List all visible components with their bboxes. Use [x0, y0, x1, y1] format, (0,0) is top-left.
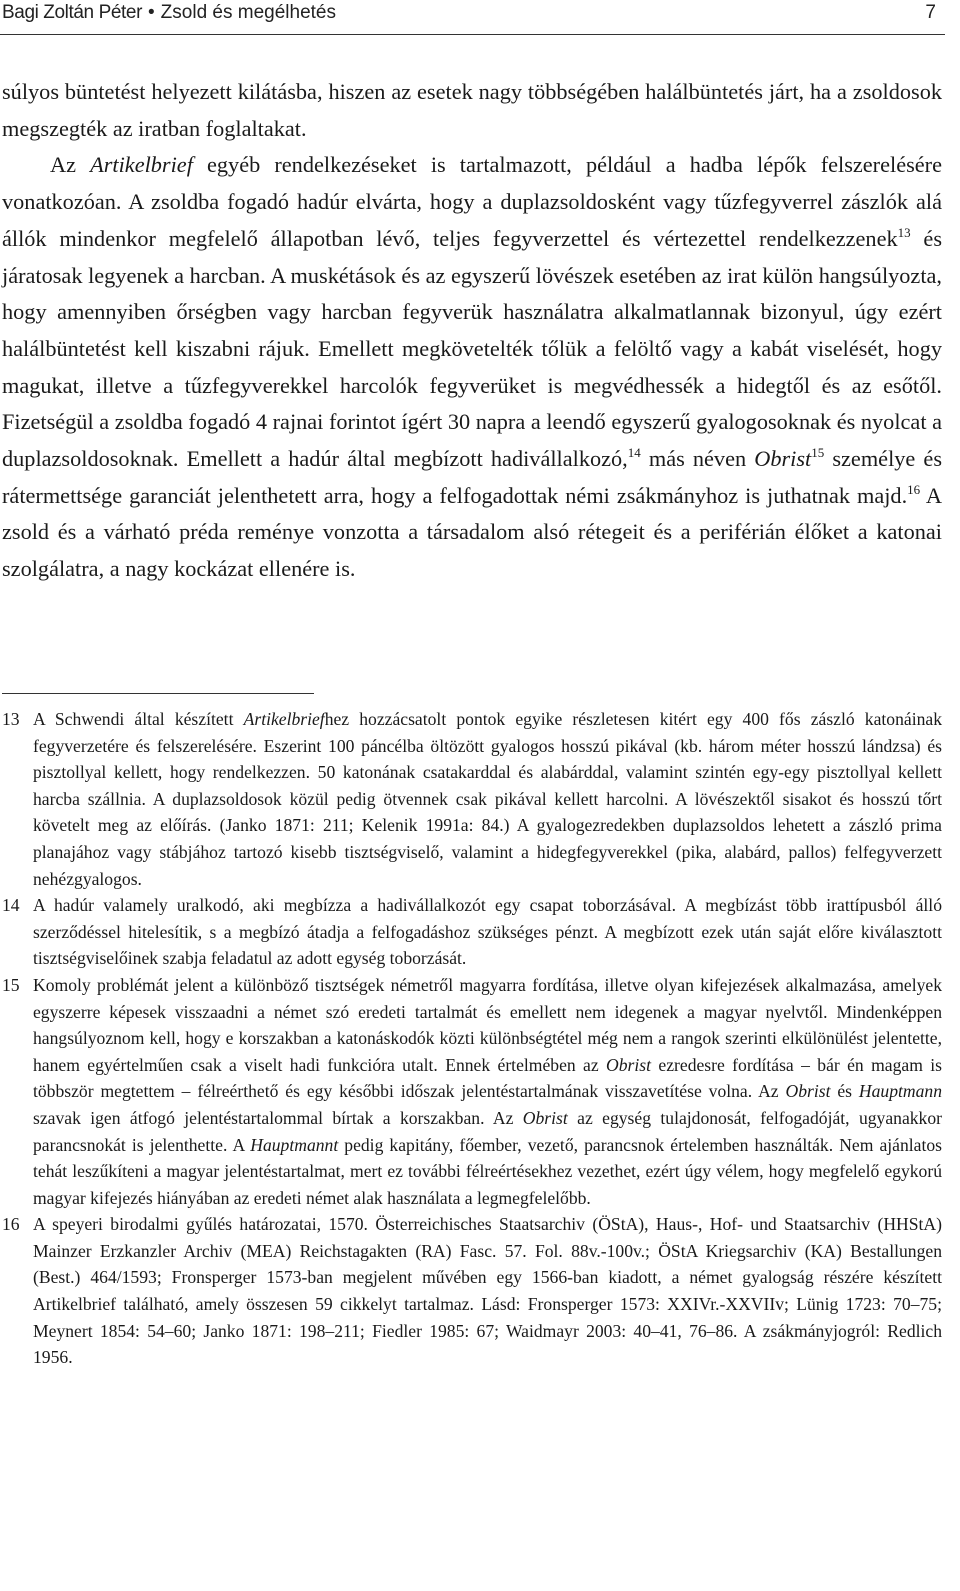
- footnote-text: A hadúr valamely uralkodó, aki megbízza a hadivállalkozót egy csapat toborzásával. A megbízást több irattípusból álló szerződéssel hitelesítik, s a megbízó átadja a felfogadáshoz szükséges pénzt. A megbízott ezek után saját előre kiválasztott tisztségviselőinek szabja feladatul az adott egység toborzását.: [33, 895, 942, 969]
- footnote-italic: Artikelbrief: [243, 709, 325, 729]
- footnote-text: Komoly problémát jelent a különböző tisztségek németről magyarra fordítása, illetve olyan kifejezések alkalmazása, amelyek egyszerre képesek visszaadni a német szó eredeti tartalmát és emellett nem idegenek a magyar nyelvtől. Mindenképpen hangsúlyoznom kell, hogy e korszakban a katonáskodók közti különbségtétel még nem a rangok szerinti elkülönülést jelentette, hanem egyértelműen csak a viselt hadi funkcióra utalt. Ennek értelmében az: [33, 974, 942, 1075]
- footnote-ref-14[interactable]: 14: [627, 445, 641, 461]
- running-header: [0, 0, 950, 34]
- header-author: Bagi Zoltán Péter: [2, 2, 143, 23]
- footnote-number: 14: [2, 895, 20, 916]
- header-left: [2, 2, 336, 24]
- footnote-ref-16[interactable]: 16: [907, 481, 921, 497]
- p2-text-d: más néven: [640, 446, 755, 472]
- footnote-italic: Hauptmann: [858, 1081, 942, 1102]
- footnote-text: A speyeri birodalmi gyűlés határozatai, 1570. Österreichisches Staatsarchiv (ÖStA), Haus-, Hof- und Staatsarchiv (HHStA) Mainzer Erzkanzler Archiv (MEA) Reichstagakten (RA) Fasc. 57. Fol. 88v.-100v.; ÖStA Kriegsarchiv (KA) Bestallungen (Best.) 464/1593; Fronsperger 1573-ban megjelent művében egy 1566-ban kiadott, a német gyalogság részére készített Artikelbrief található, amely összesen 59 cikkelyt tartalmaz. Lásd: Fronsperger 1573: XXIVr.-XXVIIv; Lünig 1723: 70–75; Meynert 1854: 54–60; Janko 1871: 198–211; Fiedler 1985: 67; Waidmayr 2003: 40–41, 76–86. A zsákmányjogról: Redlich 1956.: [33, 1214, 942, 1368]
- p2-text-c: és járatosak legyenek a harcban. A muskétások és az egyszerű lövészek esetében az irat külön hangsúlyozta, hogy amennyiben őrségben vagy harcban fegyverük használatra alkalmatlannak bizonyul, úgy ezért halálbüntetést kell kiszabni rájuk. Emellett megkövetelték tőlük a felöltő vagy a kabát viselését, hogy magukat, illetve a tűzfegyverekkel harcolók fegyverüket is megvédhessék a hidegtől és az esőtől. Fizetségül a zsoldba fogadó 4 rajnai forintot ígért 30 napra a leendő egyszerű gyalogosoknak és nyolcat a duplazsoldosoknak. Emellett a hadúr által megbízott hadivállalkozó,: [2, 225, 942, 472]
- footnote-text: az egység tulajdonosát, felfogadóját, ugyanakkor parancsnokát is jelenthette. A: [33, 1107, 943, 1155]
- footnote-number: 15: [2, 974, 20, 995]
- footnote-number: 13: [2, 709, 20, 729]
- footnote-15: [2, 972, 942, 1211]
- paragraph-1: súlyos büntetést helyezett kilátásba, hiszen az esetek nagy többségében halálbüntetés járt, ha a zsoldosok megszegték az iratban foglaltakat.: [2, 79, 942, 141]
- p2-italic-artikelbrief: Artikelbrief: [90, 152, 193, 178]
- footnote-italic: Hauptmannt: [250, 1134, 339, 1155]
- page-number: 7: [925, 2, 936, 23]
- footnote-ref-15[interactable]: 15: [811, 445, 825, 461]
- footnote-text: pedig kapitány, főember, vezető, parancsnok értelemben használták. Nem ajánlatos tehát leszűkíteni a magyar jelentéstartalmat, mert ez további félreértésekhez vezethet, ezért úgy vélem, hogy megfelelő egykorú magyar kifejezés hiányában az eredeti német alak használata a legmegfelelőbb.: [33, 1134, 942, 1208]
- p2-text-b: egyéb rendelkezéseket is tartalmazott, például a hadba lépők felszerelésére vonatkozóan. A zsoldba fogadó hadúr elvárta, hogy a duplazsoldosként vagy tűzfegyverrel zászlók alá állók mindenkor megfelelő állapotban lévő, teljes fegyverzettel és vértezettel rendelkezzenek: [2, 152, 942, 251]
- header-rule: [0, 34, 945, 35]
- footnotes: [2, 706, 942, 1371]
- footnote-ref-13[interactable]: 13: [897, 224, 911, 240]
- footnote-text: szavak igen átfogó jelentéstartalommal bírtak a korszakban. Az: [33, 1107, 523, 1128]
- footnote-text: hez hozzácsatolt pontok egyike részletesen kitért egy 400 fős zászló katonáinak fegyverzetére és felszerelésére. Eszerint 100 páncélba öltözött gyalogos hosszú pikával (kb. három méter hosszú lándzsa) és pisztollyal kellett, hogy rendelkezzen. 50 katonának csatakarddal és alabárddal, valamint szintén egy-egy pisztollyal kellett harcba szállnia. A duplazsoldosok közül pedig ötvennek csak pikával kellett harcolni. A lövészektől sisakot és hosszú tőrt követelt meg az előírás. (Janko 1871: 211; Kelenik 1991a: 84.) A gyalogezredekben duplazsoldos lehetett a zászló prima planajához vagy stábjához tartozó kisebb tisztségviselő, valamint a hidegfegyverekkel (pika, alabárd, pallos) felfegyverzett nehézgyalogos.: [33, 709, 942, 889]
- header-bullet: •: [148, 2, 155, 23]
- footnote-text: ezredesre fordítása – bár én magam is többször megtettem – félreérthető és egy későbbi időszak jelentéstartalmának visszavetítése volna. Az: [33, 1054, 943, 1102]
- p2-text-a: Az: [50, 152, 91, 178]
- footnote-italic: Obrist: [522, 1107, 568, 1128]
- p2-italic-obrist: Obrist: [754, 446, 812, 472]
- p2-text-e: személye és rátermettsége garanciát jelenthetett arra, hogy a felfogadottak némi zsákmányhoz is juthatnak majd.: [2, 446, 942, 508]
- footnote-14: [2, 892, 942, 972]
- body-text: [2, 74, 942, 588]
- p2-text-f: A zsold és a várható préda reménye vonzotta a társadalom alsó rétegeit és a periférián élőket a katonai szolgálatra, a nagy kockázat ellenére is.: [2, 482, 942, 582]
- footnote-italic: Obrist: [785, 1081, 831, 1102]
- footnote-number: 16: [2, 1214, 20, 1235]
- footnote-separator: [2, 693, 314, 694]
- footnote-italic: Obrist: [606, 1054, 652, 1075]
- footnote-13: [2, 706, 942, 892]
- header-title: Zsold és megélhetés: [160, 2, 336, 23]
- footnote-16: [2, 1211, 942, 1371]
- paragraph-2: [2, 147, 942, 587]
- footnote-text: A Schwendi által készített: [33, 709, 244, 729]
- footnote-text: és: [830, 1081, 859, 1102]
